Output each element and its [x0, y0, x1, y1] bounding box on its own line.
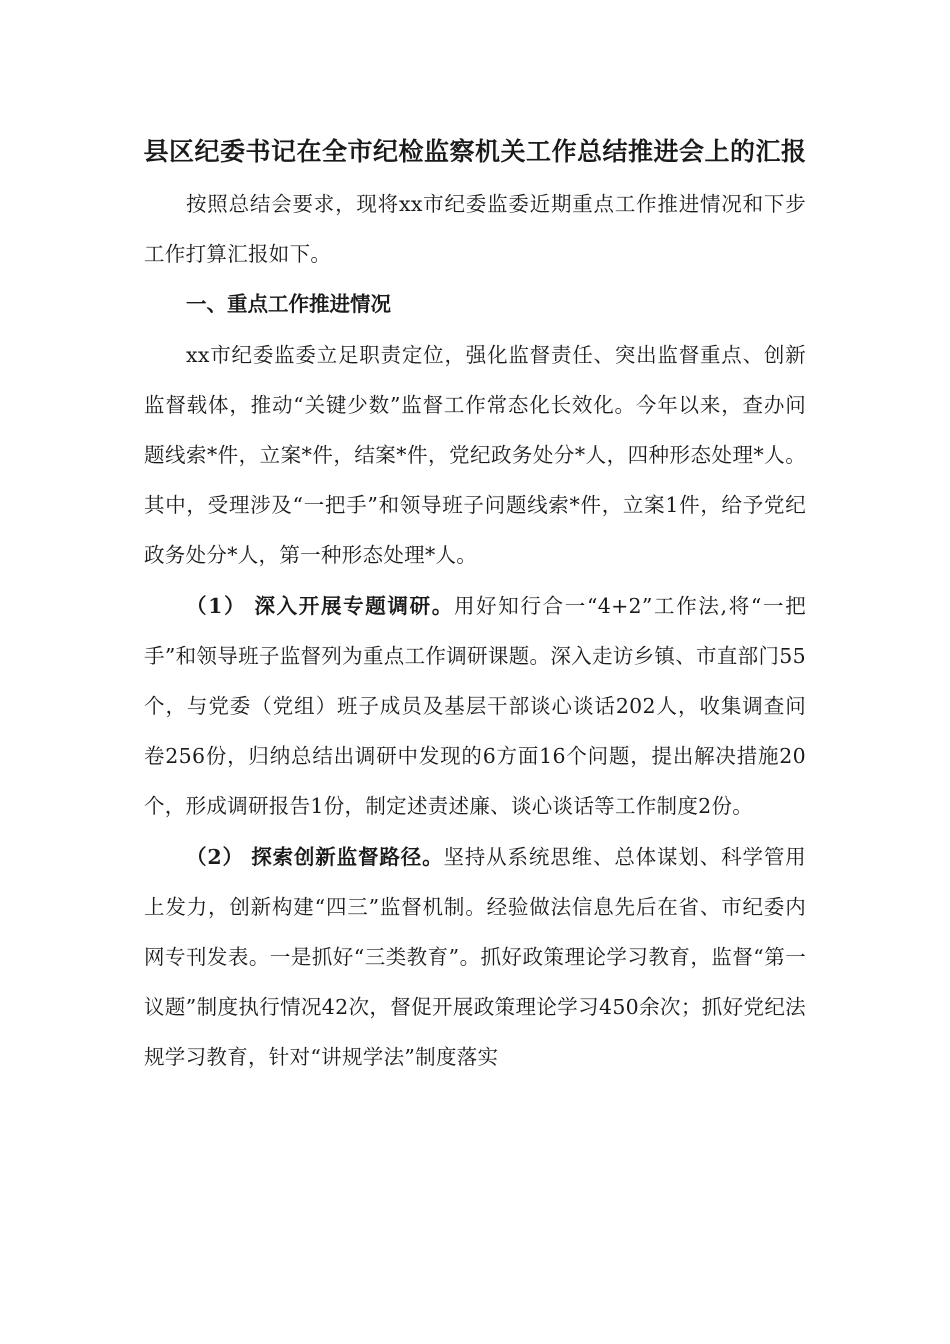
- item-2-paragraph: [144, 832, 806, 1083]
- item-1-paragraph: [144, 581, 806, 832]
- item-2-lead: 探索创新监督路径。: [251, 844, 444, 869]
- title-block: [144, 128, 806, 175]
- item-1-lead: 深入开展专题调研。: [254, 593, 454, 618]
- item-1-body: 用好知行合一“4+2”工作法,将“一把手”和领导班子监督列为重点工作调研课题。深入走访乡镇、市直部门55个，与党委（党组）班子成员及基层干部谈心谈话202人，收集调查问卷256份，归纳总结出调研中发现的6方面16个问题，提出解决措施20个，形成调研报告1份，制定述责述廉、谈心谈话等工作制度2份。: [144, 593, 806, 819]
- document-page: [144, 128, 806, 1083]
- item-2-label: （2）: [186, 844, 244, 869]
- intro-paragraph: 按照总结会要求，现将xx市纪委监委近期重点工作推进情况和下步工作打算汇报如下。: [144, 192, 806, 267]
- section-heading: 一、重点工作推进情况: [186, 292, 392, 317]
- item-1-label: （1）: [186, 593, 247, 618]
- section-paragraph: xx市纪委监委立足职责定位，强化监督责任、突出监督重点、创新监督载体，推动“关键少数”监督工作常态化长效化。今年以来，查办问题线索*件，立案*件，结案*件，党纪政务处分*人，四种形态处理*人。其中，受理涉及“一把手”和领导班子问题线索*件，立案1件，给予党纪政务处分*人，第一种形态处理*人。: [144, 342, 806, 568]
- document-title: 县区纪委书记在全市纪检监察机关工作总结推进会上的汇报: [143, 137, 807, 166]
- item-2-body: 坚持从系统思维、总体谋划、科学管用上发力，创新构建“四三”监督机制。经验做法信息先后在省、市纪委内网专刊发表。一是抓好“三类教育”。抓好政策理论学习教育，监督“第一议题”制度执行情况42次，督促开展政策理论学习450余次；抓好党纪法规学习教育，针对“讲规学法”制度落实: [144, 844, 806, 1070]
